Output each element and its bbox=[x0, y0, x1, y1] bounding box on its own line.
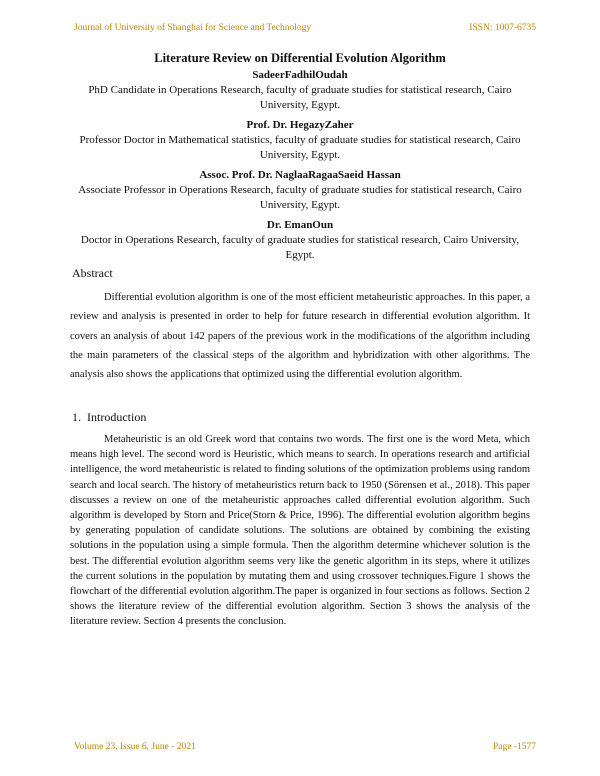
page-number: Page -1577 bbox=[492, 742, 536, 752]
introduction-body bbox=[70, 432, 530, 630]
author-name: SadeerFadhilOudah bbox=[252, 69, 348, 81]
author-block-2 bbox=[70, 118, 530, 163]
running-header bbox=[74, 23, 536, 37]
author-affiliation: Associate Professor in Operations Research, faculty of graduate studies for statistical research, Cairo University, Egypt. bbox=[78, 184, 522, 211]
author-name: Dr. EmanOun bbox=[266, 219, 334, 231]
issn: ISSN: 1007-6735 bbox=[469, 23, 536, 33]
paper-title: Literature Review on Differential Evolution Algorithm bbox=[154, 51, 446, 65]
section-heading-introduction bbox=[72, 410, 146, 425]
author-affiliation: PhD Candidate in Operations Research, faculty of graduate studies for statistical research, Cairo University, Egypt. bbox=[88, 84, 512, 111]
author-block-3 bbox=[70, 168, 530, 213]
section-title: Introduction bbox=[87, 410, 147, 424]
author-name: Prof. Dr. HegazyZaher bbox=[246, 119, 354, 131]
author-block-4 bbox=[70, 218, 530, 263]
author-affiliation: Doctor in Operations Research, faculty of graduate studies for statistical research, Cairo University, Egypt. bbox=[80, 234, 520, 261]
author-block-1 bbox=[70, 68, 530, 113]
abstract-text: Differential evolution algorithm is one of the most efficient metaheuristic approaches. In this paper, a review and analysis is presented in order to help for future research in differential evolution algorithm. It covers an analysis of about 142 papers of the previous work in the modifications of the algorithm including the main parameters of the classical steps of the algorithm and hybridization with other algorithms. The analysis also shows the applications that optimized using the differential evolution algorithm. bbox=[70, 292, 530, 381]
section-number: 1. bbox=[72, 410, 81, 424]
abstract-body bbox=[70, 288, 530, 384]
volume-issue: Volume 23, Issue 6, June - 2021 bbox=[74, 742, 196, 752]
journal-name: Journal of University of Shanghai for Science and Technology bbox=[74, 23, 312, 33]
introduction-text: Metaheuristic is an old Greek word that contains two words. The first one is the word Meta, which means high level. The second word is Heuristic, which means to search. In operations research and artificial intelligence, the word metaheuristic is related to finding solutions of the optimization problems using random search and local search. The history of metaheuristics return back to 1950 (Sörensen et al., 2018). This paper discusses a review on one of the metaheuristic approaches called differential evolution algorithm. Such algorithm is developed by Storn and Price(Storn & Price, 1996). The differential evolution algorithm begins by generating population of candidate solutions. The solutions are obtained by combining the existing solutions in the population using a simple formula. Then the algorithm determine whichever solution is the best. The differential evolution algorithm seems very like the genetic algorithm in its steps, where it utilizes the current solutions in the population by mutating them and using crossover techniques.Figure 1 shows the flowchart of the differential evolution algorithm.The paper is organized in four sections as follows. Section 2 shows the literature review of the differential evolution algorithm. Section 3 shows the analysis of the literature review. Section 4 presents the conclusion. bbox=[70, 434, 530, 628]
abstract-heading: Abstract bbox=[72, 266, 113, 280]
running-footer bbox=[74, 742, 536, 756]
author-affiliation: Professor Doctor in Mathematical statistics, faculty of graduate studies for statistical research, Cairo University, Egypt. bbox=[79, 134, 521, 161]
author-name: Assoc. Prof. Dr. NaglaaRagaaSaeid Hassan bbox=[199, 169, 401, 181]
